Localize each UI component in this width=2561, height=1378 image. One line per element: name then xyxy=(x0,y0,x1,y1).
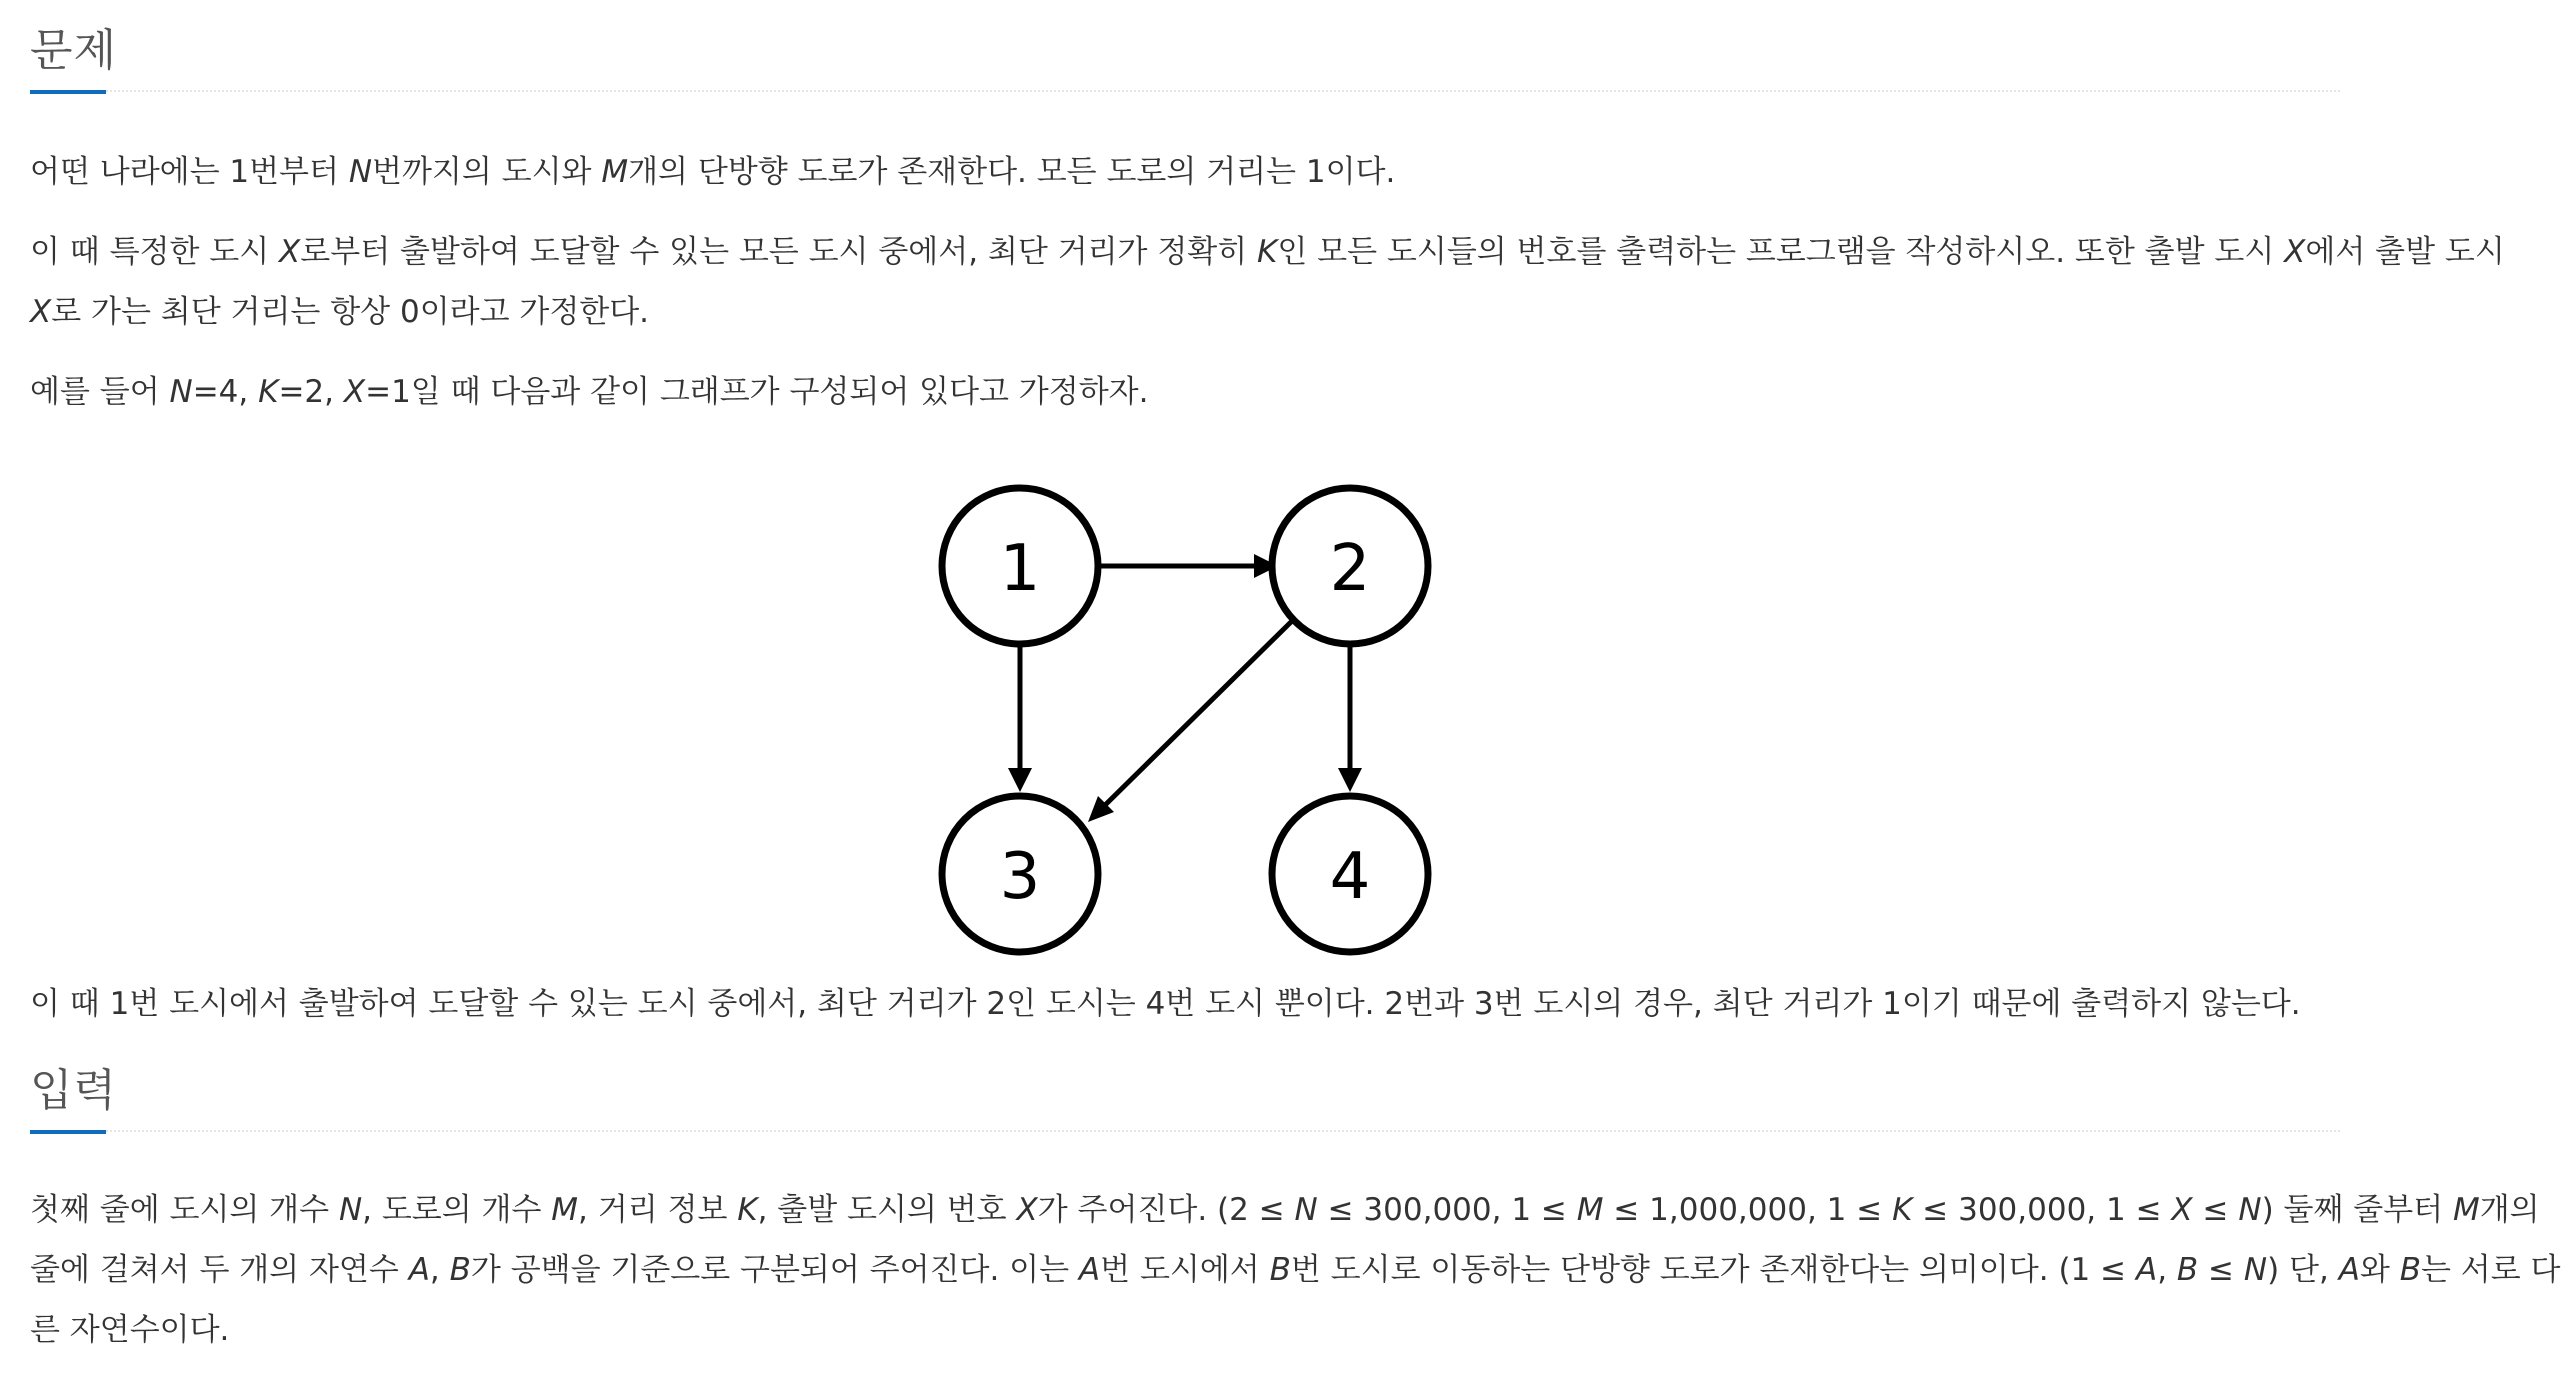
graph-node-1 xyxy=(942,488,1098,644)
input-line-1: 첫째 줄에 도시의 개수 N, 도로의 개수 M, 거리 정보 K, 출발 도시의 번호 X가 주어진다. (2 ≤ N ≤ 300,000, 1 ≤ M ≤ 1,000,000, 1 ≤ K ≤ 300,000, 1 ≤ X ≤ N) 둘째 줄부터 M개의 xyxy=(30,1192,2540,1228)
graph-node-3-label: 3 xyxy=(999,840,1041,914)
graph-node-4-label: 4 xyxy=(1329,840,1371,914)
problem-paragraph-2-line-1: 이 때 특정한 도시 X로부터 출발하여 도달할 수 있는 모든 도시 중에서, 최단 거리가 정확히 K인 모든 도시들의 번호를 출력하는 프로그램을 작성하시오. 또한 출발 도시 X에서 출발 도시 xyxy=(30,234,2505,270)
graph-node-1-label: 1 xyxy=(999,532,1041,606)
input-section-header xyxy=(30,1040,2340,1134)
header-accent-bar xyxy=(30,1130,106,1134)
graph-node-4 xyxy=(1272,796,1428,952)
problem-paragraph-3: 예를 들어 N=4, K=2, X=1일 때 다음과 같이 그래프가 구성되어 있다고 가정하자. xyxy=(30,374,1149,410)
edge-1-3-arrowhead xyxy=(1008,768,1032,792)
graph-node-2 xyxy=(1272,488,1428,644)
header-divider xyxy=(30,1130,2340,1132)
problem-paragraph-1: 어떤 나라에는 1번부터 N번까지의 도시와 M개의 단방향 도로가 존재한다. 모든 도로의 거리는 1이다. xyxy=(30,154,1396,190)
input-section-title: 입력 xyxy=(30,1065,118,1116)
example-graph-figure xyxy=(30,422,2340,962)
problem-paragraph-4: 이 때 1번 도시에서 출발하여 도달할 수 있는 도시 중에서, 최단 거리가 2인 도시는 4번 도시 뿐이다. 2번과 3번 도시의 경우, 최단 거리가 1이기 때문에 출력하지 않는다. xyxy=(30,986,2301,1022)
graph-node-2-label: 2 xyxy=(1329,532,1371,606)
problem-paragraph-2-line-2: X로 가는 최단 거리는 항상 0이라고 가정한다. xyxy=(30,294,650,330)
edge-2-4-arrowhead xyxy=(1338,768,1362,792)
input-line-3: 른 자연수이다. xyxy=(30,1312,230,1348)
input-line-2: 줄에 걸쳐서 두 개의 자연수 A, B가 공백을 기준으로 구분되어 주어진다. 이는 A번 도시에서 B번 도시로 이동하는 단방향 도로가 존재한다는 의미이다. (1 ≤ A, B ≤ N) 단, A와 B는 서로 다 xyxy=(30,1252,2561,1288)
header-accent-bar xyxy=(30,90,106,94)
problem-section-header xyxy=(30,0,2340,94)
graph-node-3 xyxy=(942,796,1098,952)
edge-2-3 xyxy=(1096,620,1293,814)
header-divider xyxy=(30,90,2340,92)
example-graph xyxy=(30,422,2340,962)
problem-page xyxy=(30,0,2561,1360)
problem-section-title: 문제 xyxy=(30,25,118,76)
